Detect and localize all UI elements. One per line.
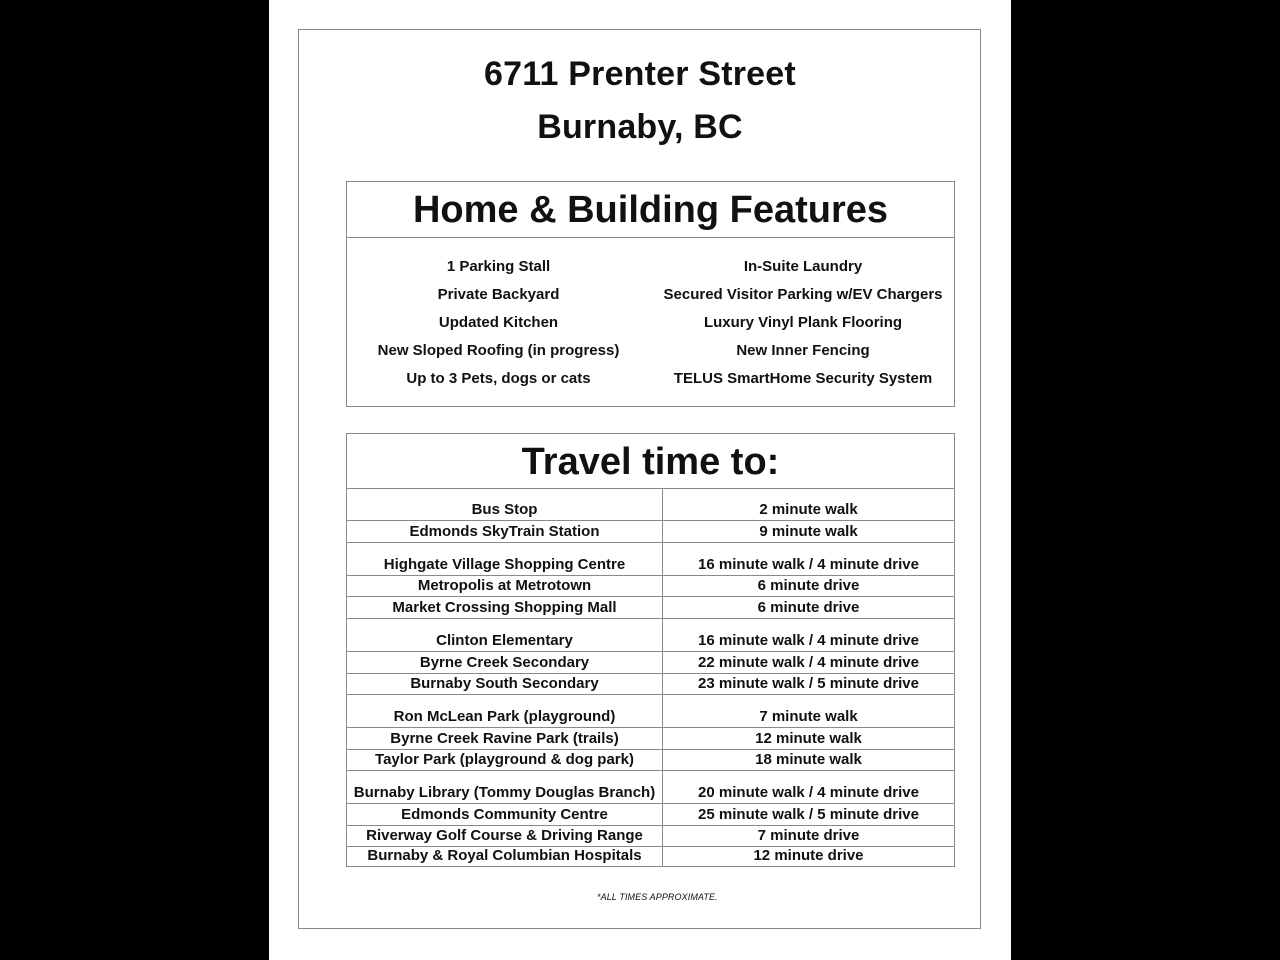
feature-item: TELUS SmartHome Security System: [673, 370, 933, 387]
destination-cell: Market Crossing Shopping Mall: [392, 599, 617, 616]
table-row: [347, 804, 954, 826]
travel-time-cell: 20 minute walk / 4 minute drive: [698, 784, 919, 801]
feature-item: New Inner Fencing: [736, 342, 870, 359]
table-row: [347, 652, 954, 674]
travel-time-cell: 9 minute walk: [759, 523, 858, 540]
destination-cell: Ron McLean Park (playground): [393, 708, 616, 725]
feature-item: 1 Parking Stall: [446, 258, 551, 275]
destination-cell: Burnaby & Royal Columbian Hospitals: [367, 847, 642, 864]
table-row: [347, 728, 954, 750]
destination-cell: Edmonds Community Centre: [401, 806, 608, 823]
footnote: *ALL TIMES APPROXIMATE.: [597, 892, 718, 902]
destination-cell: Byrne Creek Secondary: [419, 654, 590, 671]
travel-time-cell: 16 minute walk / 4 minute drive: [698, 556, 919, 573]
travel-time-cell: 12 minute walk: [755, 730, 862, 747]
destination-cell: Taylor Park (playground & dog park): [375, 751, 634, 768]
table-row: [347, 488, 954, 521]
table-row: [347, 674, 954, 695]
travel-time-cell: 7 minute drive: [757, 827, 860, 844]
destination-cell: Burnaby South Secondary: [410, 675, 599, 692]
feature-item: New Sloped Roofing (in progress): [377, 342, 620, 359]
travel-table: [346, 433, 955, 867]
table-row: [347, 597, 954, 619]
travel-time-cell: 18 minute walk: [755, 751, 862, 768]
travel-time-cell: 6 minute drive: [757, 599, 860, 616]
document-page: [269, 0, 1011, 960]
table-row: [347, 750, 954, 771]
table-row: [347, 619, 954, 652]
feature-item: Up to 3 Pets, dogs or cats: [406, 370, 591, 387]
travel-time-cell: 22 minute walk / 4 minute drive: [698, 654, 919, 671]
table-row: [347, 543, 954, 576]
feature-item: Updated Kitchen: [438, 314, 559, 331]
travel-time-cell: 7 minute walk: [759, 708, 858, 725]
table-row: [347, 695, 954, 728]
travel-time-cell: 2 minute walk: [759, 501, 858, 518]
feature-item: Private Backyard: [437, 286, 560, 303]
table-row: [347, 847, 954, 866]
destination-cell: Burnaby Library (Tommy Douglas Branch): [353, 784, 656, 801]
travel-title: Travel time to:: [347, 434, 954, 489]
travel-time-cell: 12 minute drive: [753, 847, 864, 864]
travel-time-cell: 6 minute drive: [757, 577, 860, 594]
destination-cell: Clinton Elementary: [436, 632, 573, 649]
destination-cell: Metropolis at Metrotown: [417, 577, 592, 594]
destination-cell: Edmonds SkyTrain Station: [409, 523, 600, 540]
destination-cell: Highgate Village Shopping Centre: [383, 556, 626, 573]
address-street: 6711 Prenter Street: [484, 55, 796, 93]
table-row: [347, 576, 954, 597]
address-city: Burnaby, BC: [537, 108, 743, 146]
table-row: [347, 521, 954, 543]
features-box: [346, 181, 955, 407]
table-row: [347, 771, 954, 804]
feature-item: In-Suite Laundry: [743, 258, 863, 275]
travel-time-cell: 16 minute walk / 4 minute drive: [698, 632, 919, 649]
feature-item: Secured Visitor Parking w/EV Chargers: [663, 286, 943, 303]
features-title: Home & Building Features: [347, 182, 954, 238]
feature-item: Luxury Vinyl Plank Flooring: [703, 314, 903, 331]
travel-time-cell: 23 minute walk / 5 minute drive: [698, 675, 919, 692]
table-row: [347, 826, 954, 847]
travel-time-cell: 25 minute walk / 5 minute drive: [698, 806, 919, 823]
destination-cell: Riverway Golf Course & Driving Range: [366, 827, 643, 844]
destination-cell: Bus Stop: [471, 501, 538, 518]
destination-cell: Byrne Creek Ravine Park (trails): [390, 730, 619, 747]
